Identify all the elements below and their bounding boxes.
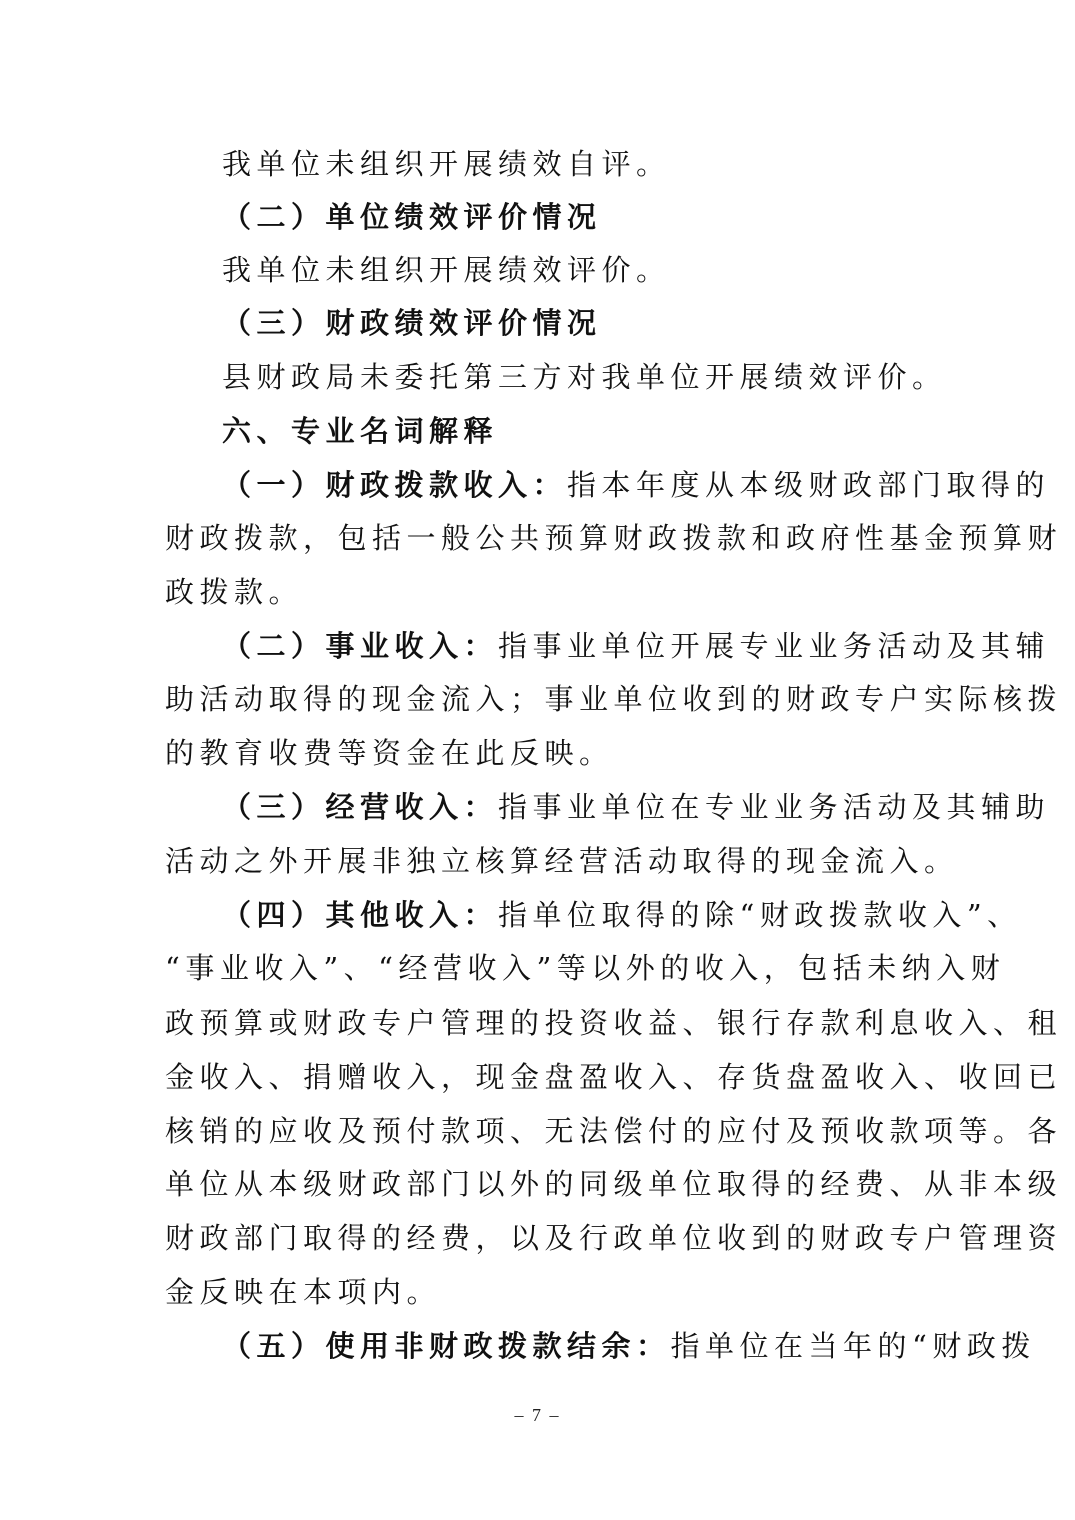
body-line: 单位从本级财政部门以外的同级单位取得的经费、从非本级 <box>165 1167 1063 1201</box>
term-label: （五）使用非财政拨款结余： <box>222 1329 671 1363</box>
term-label: （三）经营收入： <box>222 790 499 824</box>
body-line: “事业收入”、“经营收入”等以外的收入，包括未纳入财 <box>165 951 1006 985</box>
body-line: 我单位未组织开展绩效自评。 <box>222 147 671 181</box>
term-paragraph-start <box>222 1326 1036 1366</box>
section-heading: （三）财政绩效评价情况 <box>222 306 602 340</box>
body-line: 政预算或财政专户管理的投资收益、银行存款利息收入、租 <box>165 1006 1063 1040</box>
page-number: – 7 – <box>514 1405 561 1425</box>
term-definition: 指本年度从本级财政部门取得的 <box>567 468 1051 502</box>
term-paragraph-start <box>222 465 1050 505</box>
term-paragraph-start <box>222 787 1050 827</box>
body-line: 助活动取得的现金流入；事业单位收到的财政专户实际核拨 <box>165 682 1063 716</box>
term-definition: 指事业单位开展专业业务活动及其辅 <box>498 629 1051 663</box>
body-line: 核销的应收及预付款项、无法偿付的应付及预收款项等。各 <box>165 1114 1063 1148</box>
body-line: 的教育收费等资金在此反映。 <box>165 736 614 770</box>
term-definition: 指单位在当年的“财政拨 <box>670 1329 1036 1363</box>
term-label: （四）其他收入： <box>222 898 499 932</box>
body-line: 金反映在本项内。 <box>165 1275 442 1309</box>
term-paragraph-start <box>222 895 1022 935</box>
body-line: 财政拨款，包括一般公共预算财政拨款和政府性基金预算财 <box>165 521 1063 555</box>
term-definition: 指单位取得的除“财政拨款收入”、 <box>498 898 1022 932</box>
term-label: （一）财政拨款收入： <box>222 468 568 502</box>
term-paragraph-start <box>222 626 1050 666</box>
term-label: （二）事业收入： <box>222 629 499 663</box>
body-line: 金收入、捐赠收入，现金盘盈收入、存货盘盈收入、收回已 <box>165 1060 1063 1094</box>
body-line: 政拨款。 <box>165 575 304 609</box>
chapter-heading: 六、专业名词解释 <box>222 414 499 448</box>
section-heading: （二）单位绩效评价情况 <box>222 200 602 234</box>
body-line: 财政部门取得的经费，以及行政单位收到的财政专户管理资 <box>165 1221 1063 1255</box>
body-line: 我单位未组织开展绩效评价。 <box>222 253 671 287</box>
term-definition: 指事业单位在专业业务活动及其辅助 <box>498 790 1051 824</box>
body-line: 县财政局未委托第三方对我单位开展绩效评价。 <box>222 360 947 394</box>
body-line: 活动之外开展非独立核算经营活动取得的现金流入。 <box>165 844 959 878</box>
